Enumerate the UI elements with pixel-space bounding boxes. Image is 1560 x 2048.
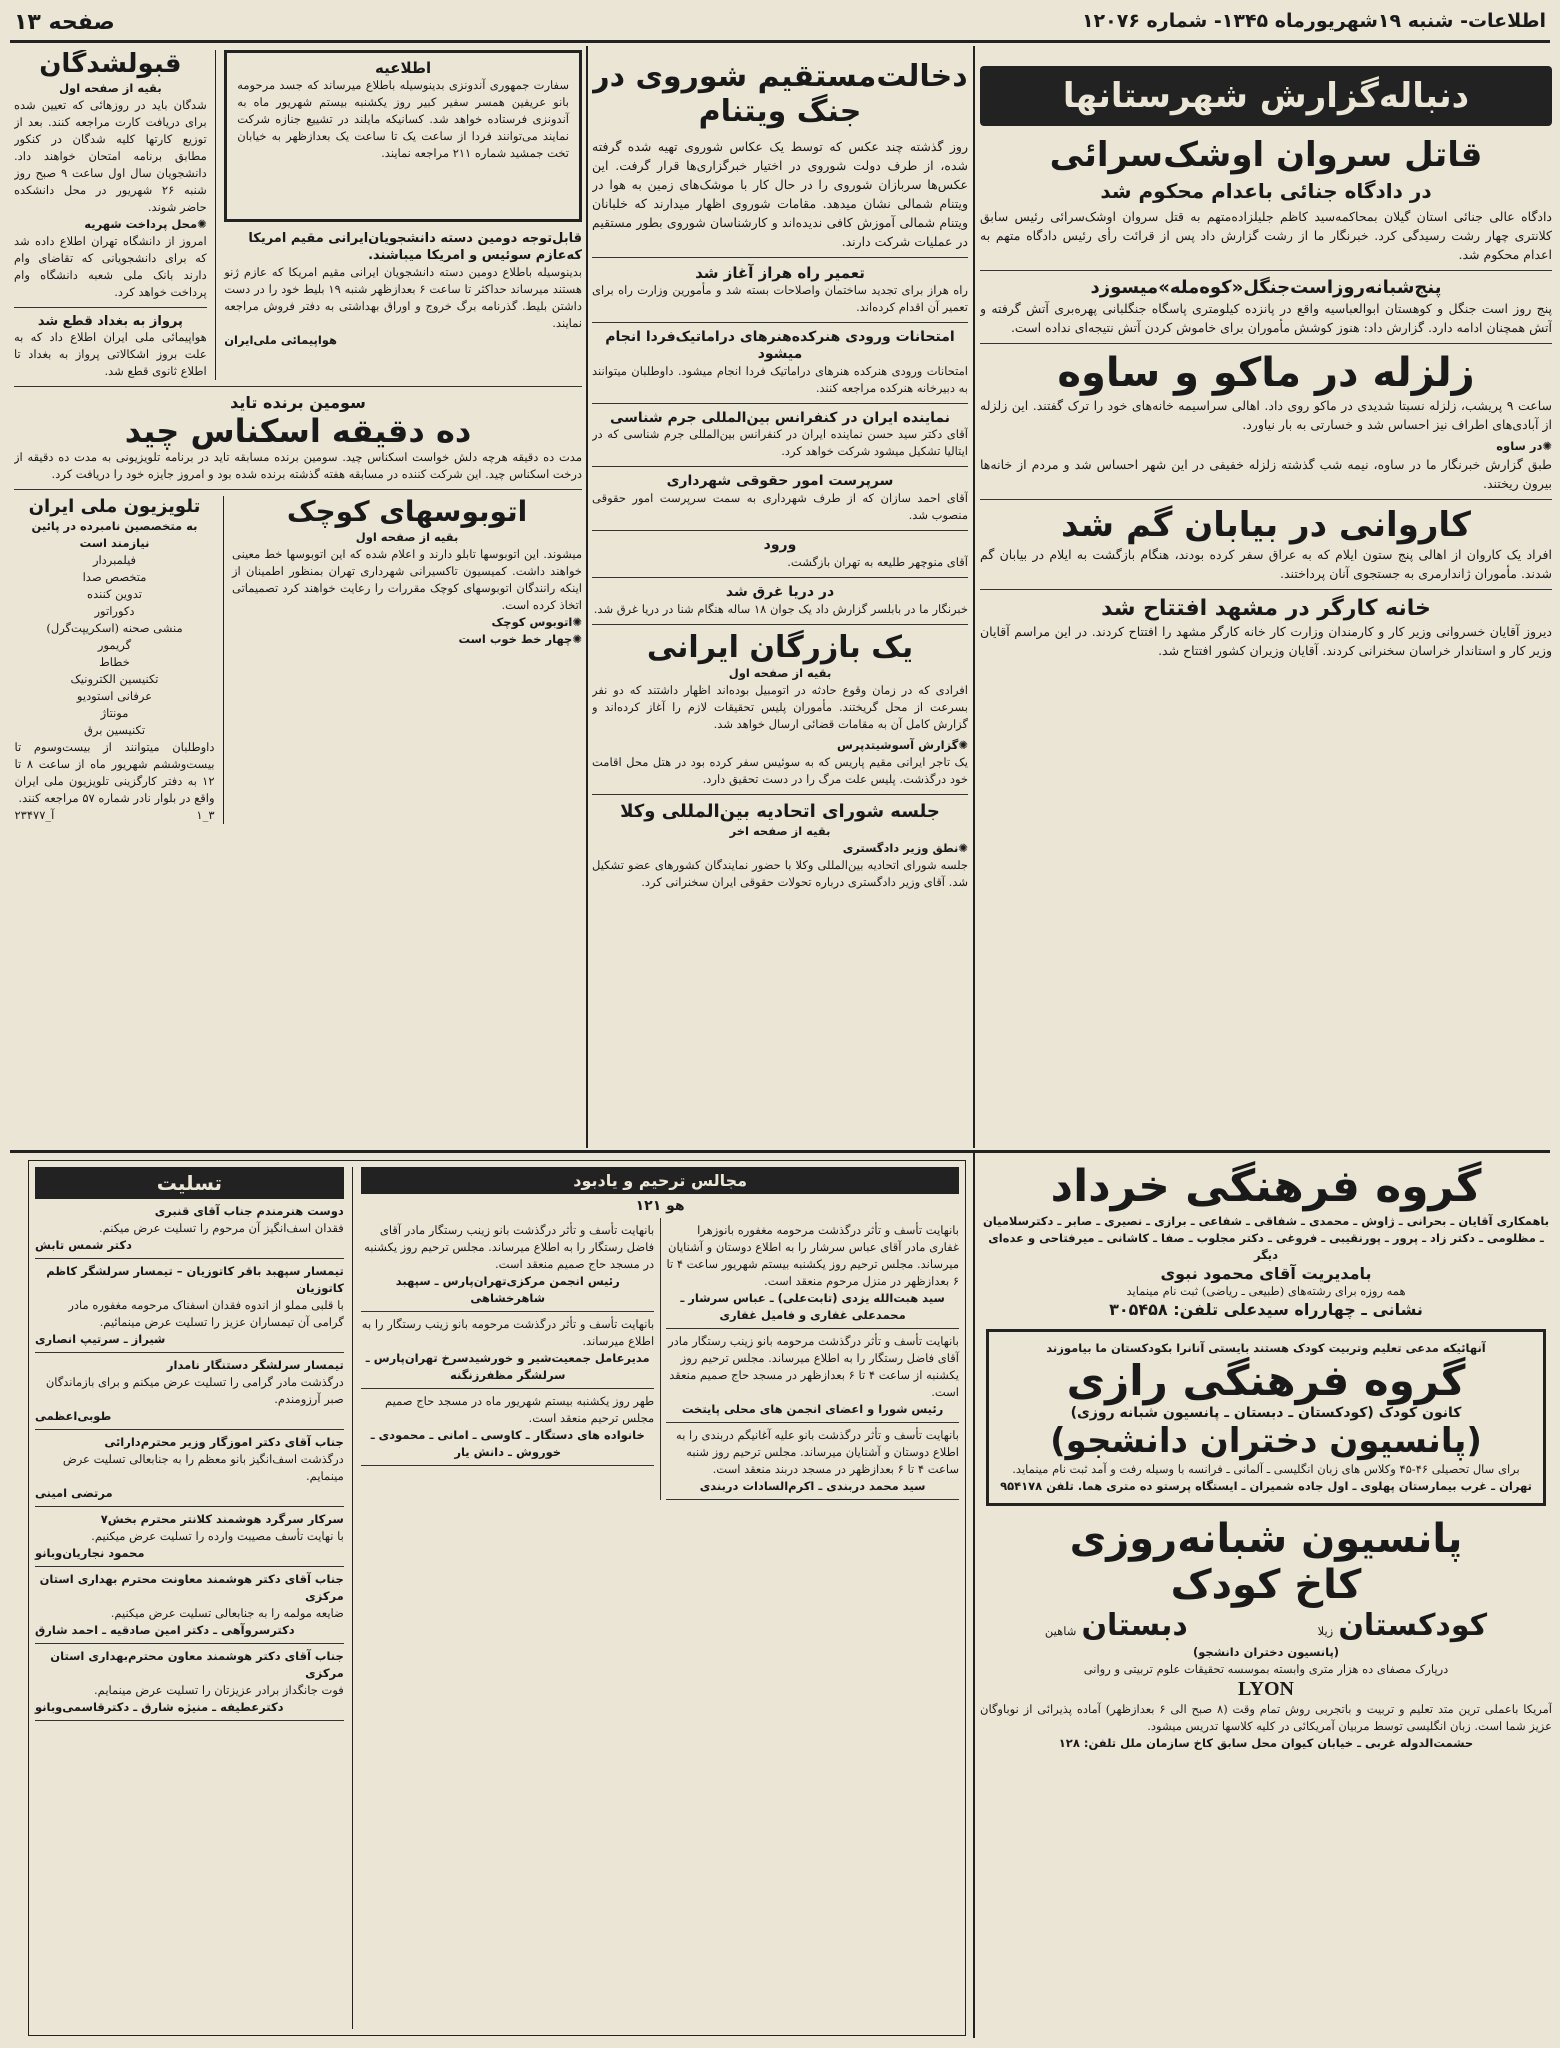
- vietnam-body: روز گذشته چند عکس که توسط یک عکاس شوروی تهیه شده گرفته شده، از طرف دولت شوروی در اختیار خبرگزاری‌ها قرار گرفت. این عکس‌ها سربازان شوروی را در حال کار با موشک‌های زمین به هوا در ویتنام شمالی نشان میدهد. مقامات شوروی اظهار میدارند که خلبانان ویتنام شمالی آموزش کافی ندیده‌اند و کارشناسان شوروی بطور مستقیم در عملیات شرکت دارند.: [592, 139, 968, 249]
- council-speech: ✺ نطق وزیر دادگستری: [592, 840, 968, 857]
- provinces-banner: دنباله‌گزارش شهرستانها: [980, 66, 1552, 126]
- tv-code2: آ_۲۳۴۷۷: [14, 808, 55, 823]
- condolence-banner: تسلیت: [35, 1167, 344, 1199]
- razi-body: برای سال تحصیلی ۴۶-۴۵ وکلاس های زبان انگلیسی ـ آلمانی ـ فرانسه با وسیله رفت و آمد ثبت نام مینماید.: [1012, 1462, 1520, 1477]
- middle-column: [592, 50, 968, 1146]
- condolence-item: [35, 1567, 344, 1644]
- condolence-sign: محمود نجاریان‌وبانو: [34, 1546, 145, 1560]
- police-body: یک تاجر ایرانی مقیم پاریس که به سوئیس سفر کرده بود در هتل محل اقامت خود درگذشت. پلیس علت مرگ را در دست تحقیق دارد.: [592, 755, 968, 787]
- pension-title2: کاخ کودک: [1170, 1562, 1362, 1609]
- condolence-item: [35, 1644, 344, 1721]
- merchant-body: افرادی که در زمان وقوع حادثه در اتومبیل بوده‌اند اظهار داشتند که دو نفر بسرعت از محل گریختند. مأموران پلیس تحقیقات لازم را آغاز کرده‌اند و گزارش کامل آن به مقامات قضائی ارسال خواهد شد.: [592, 683, 968, 732]
- condolence-body: ضایعه مولمه را به جنابعالی تسلیت عرض میکنیم.: [110, 1606, 344, 1620]
- story4-title: کاروانی در بیابان گم شد: [1061, 504, 1471, 545]
- exam-body: امتحانات ورودی هنرکده هنرهای دراماتیک فردا انجام میشود. داوطلبان میتوانند به دبیرخانه هنرکده مراجعه کنند.: [592, 363, 968, 395]
- exam-title: امتحانات ورودی هنرکده‌هنرهای دراماتیک‌فردا انجام میشود: [605, 329, 955, 362]
- razi-sub: کانون کودک (کودکستان ـ دبستان ـ پانسیون شبانه روزی): [1070, 1405, 1462, 1422]
- razi-top: آنهائیکه مدعی تعلیم وتربیت کودک هستند بایستی آنانرا بکودکستان ما بیاموزند: [1046, 1340, 1486, 1355]
- condolence-title: جناب آقای دکتر اموزگار وزیر محترم‌دارائی: [104, 1435, 344, 1449]
- memorial-body: بانهایت تأسف و تأثر درگذشت مرحومه بانو زینب رستگار را به اطلاع میرساند.: [361, 1317, 655, 1348]
- condolence-body: درگذشت اسف‌انگیز بانو معظم را به جنابعالی تسلیت عرض مینمایم.: [62, 1452, 344, 1483]
- students-title: قابل‌توجه دومین دسته دانشجویان‌ایرانی مقیم امریکا که‌عازم سوئیس و امریکا میباشند.: [248, 231, 582, 263]
- condolence-body: فقدان اسف‌انگیز آن مرحوم را تسلیت عرض میکنم.: [98, 1221, 344, 1235]
- khordad-tail: همه روزه برای رشته‌های (طبیعی ـ ریاضی) ثبت نام مینماید: [1126, 1283, 1406, 1298]
- pension-school: دبستان: [1081, 1608, 1188, 1644]
- tv-job-item: متخصص صدا: [82, 570, 147, 585]
- condolence-body: فوت جانگداز برادر عزیزتان را تسلیت عرض مینمایم.: [94, 1683, 344, 1697]
- bus-sub2: ✺ اتوبوس کوچک: [232, 614, 582, 631]
- drown-title: در دریا غرق شد: [725, 583, 835, 600]
- conference-body: آقای دکتر سید حسن نماینده ایران در کنفرانس بین‌المللی جرم شناسی که در ایتالیا تشکیل میشود شرکت خواهد کرد.: [592, 427, 968, 459]
- tv-title: تلویزیون ملی ایران: [28, 496, 201, 518]
- pension-body1: درپارک مصفای ده هزار متری وابسته بموسسه تحقیقات علوم تربیتی و روانی: [1083, 1662, 1449, 1677]
- condolence-list: [35, 1199, 344, 1721]
- memorial-body: بانهایت تأسف و تأثر درگذشت بانو علیه آغانیگم دربندی را به اطلاع دوستان و آشنایان میرساند. مجلس ترحیم روز شنبه ساعت ۴ تا ۶ بعدازظهر در مسجد دربند منعقد است.: [676, 1428, 959, 1476]
- tv-job-list: [15, 552, 215, 739]
- students-body: بدینوسیله باطلاع دومین دسته دانشجویان ایرانی مقیم امریکا که عازم ژنو هستند میرساند حداکثر تا ساعت ۶ بعدازظهر شنبه ۱۹ بلیط خود را در دست داشتن بلیط. گذرنامه برگ خروج و اوراق بهداشتی به دفتر فروش مراجعه نمایند.: [224, 265, 582, 330]
- ads-column: [980, 1158, 1552, 2038]
- notice-title: اطلاعیه: [375, 59, 432, 77]
- razi-address: تهران ـ غرب بیمارستان پهلوی ـ اول جاده شمیران ـ ایستگاه پرستو ده متری هما. تلفن ۹۵۴۱۷۸: [1000, 1479, 1532, 1494]
- memorial-item: [666, 1423, 959, 1500]
- pension-school-note: شاهین: [1044, 1624, 1077, 1639]
- story3-sub-body: طبق گزارش خبرنگار ما در ساوه، نیمه شب گذشته زلزله خفیفی در این شهر احساس شد و مردم از خانه‌ها بیرون ریختند.: [980, 456, 1552, 491]
- condolence-sign: شیراز ـ سرتیپ انصاری: [34, 1332, 166, 1346]
- memorial-list: [361, 1218, 959, 1500]
- pension-address: حشمت‌الدوله غربی ـ خیابان کیوان محل سابق کاخ سازمان ملل تلفن: ۱۲۸: [1058, 1736, 1474, 1751]
- razi-ad: [986, 1329, 1546, 1506]
- memorial-body: طهر روز یکشنبه بیستم شهریور ماه در مسجد حاج صمیم مجلس ترحیم منعقد است.: [385, 1394, 655, 1425]
- tv-job-item: تکنیسین برق: [83, 723, 146, 738]
- memorial-body: بانهایت تأسف و تأثر درگذشت مرحومه مغفوره بانوزهرا غفاری مادر آقای عباس سرشار را به اطلاع دوستان و آشنایان میرساند. مجلس ترحیم روز یکشنبه بیستم شهریور ساعت ۴ تا ۶ بعدازظهر در منزل مرحوم منعقد است.: [666, 1223, 959, 1288]
- right-column: [980, 50, 1552, 1146]
- condolence-body: با قلبی مملو از اندوه فقدان اسفناک مرحومه مغفوره مادر گرامی آن تیمساران عزیز را تسلیت عرض مینمائیم.: [68, 1298, 344, 1329]
- pension-title: پانسیون شبانه‌روزی: [1069, 1516, 1463, 1563]
- winner-title: ده دقیقه اسکناس چید: [124, 411, 472, 450]
- memorial-item: [666, 1329, 959, 1423]
- story3-title: زلزله در ماکو و ساوه: [1057, 349, 1475, 396]
- memorial-item: [361, 1389, 654, 1466]
- pension-lyon: LYON: [1238, 1678, 1294, 1701]
- repair-title: تعمیر راه هراز آغاز شد: [695, 264, 865, 282]
- condolence-sign: دکتر شمس تابش: [34, 1238, 132, 1252]
- tuition-body: امروز از دانشگاه تهران اطلاع داده شد که برای دانشجویانی که تقاضای وام دارند بانک ملی شعبه دانشگاه وام پرداخت خواهد کرد.: [14, 233, 207, 299]
- tv-job-item: فیلمبردار: [92, 553, 137, 568]
- memorial-sign: سید محمد دربندی ـ اکرم‌السادات دربندی: [699, 1479, 926, 1493]
- khordad-body: باهمکاری آقایان ـ بحرانی ـ ژاوش ـ محمدی ـ شفاقی ـ شفاعی ـ برازی ـ نصیری ـ صابر ـ دکترسلامیان ـ مظلومی ـ دکتر زاد ـ پرور ـ پورنقیبی ـ فروغی ـ دکتر مجلوب ـ صفا ـ کاشانی ـ میرفتاحی و عده‌ای دیگر: [982, 1213, 1550, 1262]
- tuition-title: ✺ محل پرداخت شهریه: [14, 216, 207, 233]
- memorial-body: بانهایت تأسف و تأثر درگذشت مرحومه بانو زینب رستگار مادر آقای فاضل رستگار را به اطلاع میرساند. مجلس ترحیم روز یکشنبه از ساعت ۴ تا ۶ بعدازظهر در مسجد حاج صمیم منعقد است.: [668, 1334, 959, 1399]
- condolence-item: [35, 1507, 344, 1567]
- condolence-sign: طوبی‌اعظمی: [34, 1409, 112, 1423]
- pension-kindergarten: کودکستان: [1338, 1608, 1488, 1644]
- tv-job-item: گریمور: [97, 638, 132, 653]
- condolence-title: سرکار سرگرد هوشمند کلانتر محترم بخش۷: [100, 1512, 344, 1526]
- arrival-body: آقای منوچهر طلیعه به تهران بازگشت.: [787, 554, 968, 569]
- condolence-title: دوست هنرمندم جناب آقای قنبری: [154, 1204, 344, 1218]
- bus-sub: بقیه از صفحه اول: [355, 529, 459, 544]
- story1-body: دادگاه عالی جنائی استان گیلان بمحاکمه‌سید کاظم جلیلزاده‌متهم به قتل سروان اوشک‌سرائی رئیس سابق کلانتری چهار رشت رسیدگی کرد. خبرنگار ما از رشت گزارش داد پس از قرائت رأی رئیس دادگاه متهم به اعدام محکوم شد.: [980, 209, 1552, 263]
- council-body: جلسه شورای اتحادیه بین‌المللی وکلا با حضور نمایندگان کشورهای عضو تشکیل شد. آقای وزیر دادگستری درباره تحولات حقوقی ایران سخنرانی کرد.: [592, 857, 968, 889]
- police-title: ✺ گزارش آسوشیتدپرس: [592, 737, 968, 754]
- memorial-item: [361, 1312, 654, 1389]
- council-title: جلسه شورای اتحادیه بین‌المللی وکلا: [620, 801, 940, 823]
- accepted-title: قبولشدگان: [39, 50, 182, 79]
- legal-body: آقای احمد سازان که از طرف شهرداری به سمت سرپرست امور حقوقی منصوب شد.: [592, 491, 968, 523]
- memorial-item: [666, 1218, 959, 1329]
- story3-subhead: ✺ در ساوه: [980, 438, 1552, 455]
- story5-body: دیروز آقایان خسروانی وزیر کار و کارمندان وزارت کار خانه کارگر مشهد را افتتاح کردند. در این مراسم آقایان وزیر کار و استاندار خراسان سخنرانی کردند. آقایان وزیران کشور افتتاح شد.: [980, 624, 1552, 659]
- tv-job-item: مونتاژ: [100, 706, 129, 721]
- pension-body2: آمریکا باعملی ترین متد تعلیم و تربیت و باتجربی روش تمام وقت (۸ صبح الی ۶ بعدازظهر) آماده پذیرائی از نوباوگان عزیز شما است. زبان انگلیسی توسط مربیان آمریکائی در کلیه کلاسها تدریس میشود.: [980, 1702, 1552, 1734]
- merchant-title: یک بازرگان ایرانی: [646, 629, 914, 665]
- council-sub: بقیه از صفحه اخر: [729, 823, 831, 838]
- left-column: [14, 50, 582, 1146]
- notice-box: [224, 50, 582, 222]
- flight-title: پرواز به بغداد قطع شد: [37, 313, 183, 329]
- bus-title: اتوبوسهای کوچک: [286, 495, 528, 529]
- vietnam-headline: دخالت‌مستقیم شوروی در جنگ ویتنام: [592, 59, 968, 129]
- memorial-sign: رئیس شورا و اعضای انجمن های محلی پایتخت: [681, 1402, 944, 1416]
- condolence-title: تیمسار سرلشگر دستنگار نامدار: [166, 1358, 344, 1372]
- memorial-sign: خانواده های دستگار ـ کاوسی ـ امانی ـ محمودی ـ خوروش ـ دانش یار: [370, 1428, 645, 1459]
- tv-sub: به متخصصین نامبرده در پائین نیازمند است: [31, 519, 198, 551]
- condolence-body: با نهایت تأسف مصیبت وارده را تسلیت عرض میکنیم.: [91, 1529, 344, 1543]
- condolence-item: [35, 1199, 344, 1259]
- tv-job-item: خطاط: [99, 655, 130, 670]
- khordad-title: گروه فرهنگی خرداد: [1050, 1161, 1482, 1212]
- winner-body: مدت ده دقیقه هرچه دلش خواست اسکناس چید. سومین برنده مسابقه تاید در برنامه تلویزیونی به مدت ده دقیقه از درخت اسکناس چید. این شرکت کننده در مسابقه هفته گذشته برنده شده بود و امروز جایزه خود را دریافت کرد.: [14, 450, 582, 482]
- story2-title: پنج‌شبانه‌روزاست‌جنگل«کوه‌مله»میسوزد: [1090, 277, 1442, 299]
- tv-job-item: تدوین کننده: [87, 587, 142, 602]
- memorial-item: [361, 1218, 654, 1312]
- memorial-hu: هو ۱۲۱: [635, 1198, 685, 1214]
- condolence-sign: مرتضی امینی: [34, 1486, 113, 1500]
- story1-subtitle: در دادگاه جنائی باعدام محکوم شد: [1100, 179, 1432, 204]
- condolence-item: [35, 1259, 344, 1353]
- drown-body: خبرنگار ما در بابلسر گزارش داد یک جوان ۱۸ ساله هنگام شنا در دریا غرق شد.: [593, 601, 968, 616]
- tv-job-item: تکنیسین الکترونیک: [70, 672, 159, 687]
- merchant-sub: بقیه از صفحه اول: [728, 666, 832, 681]
- story3-body: ساعت ۹ پریشب، زلزله نسبتا شدیدی در ماکو روی داد. اهالی سراسیمه خانه‌های خود را ترک گفتند. این زلزله از آبادی‌های اطراف نیز احساس شد و خسارتی به بار نیاورد.: [980, 397, 1552, 432]
- condolence-sign: دکترعطیفه ـ منیژه شارق ـ دکترقاسمی‌وبانو: [34, 1700, 284, 1714]
- story4-body: افراد یک کاروان از اهالی پنج ستون ایلام که به عراق سفر کرده بودند، هنگام بازگشت به ایلام در بیابان گم شدند. مأموران ژاندارمری به جستجوی آنان پرداختند.: [980, 546, 1552, 581]
- obituaries-section: [28, 1160, 966, 2036]
- memorial-sign: سید هبت‌الله یزدی (تابت‌علی) ـ عباس سرشار ـ محمدعلی غفاری و فامیل غفاری: [680, 1291, 945, 1322]
- pension-kindergarten-note: زیلا: [1317, 1624, 1334, 1639]
- condolence-sign: دکترسروآهی ـ دکتر امین صادقیه ـ احمد شارق: [34, 1623, 295, 1637]
- winner-pre: سومین برنده تاید: [230, 393, 366, 413]
- memorial-banner: مجالس ترحیم و یادبود: [361, 1167, 959, 1194]
- tv-code: ۳_۱: [196, 808, 215, 823]
- masthead-issue-info: اطلاعات- شنبه ۱۹شهریورماه ۱۳۴۵- شماره ۱۲۰۷۶: [1081, 10, 1546, 32]
- condolence-title: تیمسار سپهبد باقر کاتوزیان – تیمسار سرلشگر کاظم کاتوزیان: [46, 1264, 344, 1295]
- condolence-item: [35, 1353, 344, 1430]
- khordad-address: نشانی ـ چهارراه سیدعلی تلفن: ۳۰۵۴۵۸: [1109, 1299, 1423, 1319]
- accepted-sub: بقیه از صفحه اول: [59, 80, 162, 95]
- pension-students: (پانسیون دختران دانشجو): [1192, 1645, 1340, 1660]
- conference-title: نماینده ایران در کنفرانس بین‌المللی جرم شناسی: [609, 409, 951, 426]
- legal-title: سرپرست امور حقوقی شهرداری: [666, 473, 894, 490]
- memorial-sign: مدیرعامل جمعیت‌شیر و خورشیدسرخ تهران‌پارس ـ سرلشگر مظفرزنگنه: [365, 1351, 650, 1382]
- condolence-item: [35, 1430, 344, 1507]
- memorial-sign: رئیس انجمن مرکزی‌تهران‌پارس ـ سپهبد شاهرخشاهی: [395, 1274, 620, 1305]
- tv-job-item: منشی صحنه (اسکریپت‌گرل): [46, 621, 183, 636]
- tv-job-item: دکوراتور: [94, 604, 135, 619]
- razi-title: گروه فرهنگی رازی: [1066, 1355, 1466, 1405]
- masthead-page-number: صفحه ۱۳: [14, 10, 115, 35]
- condolence-body: درگذشت مادر گرامی را تسلیت عرض میکنم و برای بازماندگان صبر آرزومندم.: [45, 1375, 344, 1406]
- students-sign: هواپیمائی ملی‌ایران: [224, 333, 337, 347]
- bus-sub3: ✺ چهار خط خوب است: [232, 631, 582, 648]
- condolence-title: جناب آقای دکتر هوشمند معاونت محترم بهداری استان مرکزی: [39, 1572, 344, 1603]
- story1-title: قاتل سروان اوشک‌سرائی: [1049, 135, 1483, 175]
- notice-body: سفارت جمهوری آندونزی بدینوسیله باطلاع میرساند که جسد مرحومه بانو عریفین همسر سفیر کبیر روز یکشنبه بیستم شهریور ماه به آندونزی فرستاده خواهد شد. کسانیکه مایلند در تشییع جنازه شرکت نمایند می‌توانند فردا از ساعت یک تا ساعت یک بعدازظهر به خیابان تخت جمشید شماره ۲۱۱ مراجعه نمایند.: [237, 78, 569, 160]
- condolence-title: جناب آقای دکتر هوشمند معاون محترم‌بهداری استان مرکزی: [50, 1649, 344, 1680]
- memorial-body: بانهایت تأسف و تأثر درگذشت بانو زینب رستگار مادر آقای فاضل رستگار را به اطلاع میرساند. مجلس ترحیم روز یکشنبه در مسجد حاج صمیم منعقد است.: [364, 1223, 655, 1271]
- tv-body: داوطلبان میتوانند از بیست‌و‌سوم تا بیست‌و‌ششم شهریور ماه از ساعت ۸ تا ۱۲ به دفتر کارگزینی تلویزیون ملی ایران واقع در بلوار نادر شماره ۵۷ مراجعه کنند.: [14, 740, 215, 806]
- arrival-title: ورود: [763, 537, 797, 554]
- razi-title2: (پانسیون دختران دانشجو): [1050, 1421, 1482, 1462]
- khordad-manager: بامدیریت آقای محمود نبوی: [1160, 1263, 1372, 1283]
- tv-job-item: عرفانی استودیو: [76, 689, 153, 704]
- repair-body: راه هراز برای تجدید ساختمان واصلاحات بسته شد و مأمورین وزارت راه برای تعمیر آن اقدام کرده‌اند.: [592, 283, 968, 314]
- bus-body: میشوند. این اتوبوسها تابلو دارند و اعلام شده که این اتوبوسها خط معینی خواهند داشت. کمیسیون تاکسیرانی شهرداری تهران بمنظور اطمینان از اینکه رانندگان اتوبوسهای کوچک مقررات را رعایت خواهند کرد تصمیماتی اتخاذ کرده است.: [232, 546, 582, 612]
- flight-body: هواپیمائی ملی ایران اطلاع داد که به علت بروز اشکالاتی پرواز به بغداد تا اطلاع ثانوی قطع شد.: [14, 330, 207, 379]
- story5-title: خانه کارگر در مشهد افتتاح شد: [1101, 595, 1431, 621]
- accepted-body: شدگان باید در روزهائی که تعیین شده برای دریافت کارت مراجعه کنند. بعد از توزیع کارتها کلیه شدگان در کنکور مطابق برنامه امتحان خواهند داد. دانشجویان سال اول ساعت ۹ صبح روز شنبه ۲۶ شهریور در محل دانشکده حاضر شوند.: [14, 97, 207, 214]
- story2-body: پنج روز است جنگل و کوهستان ابوالعباسیه واقع در پانزده کیلومتری پاسگاه جنگلبانی پهره‌بری آتش گرفته و آتش همچنان ادامه دارد. گزارش داد: هنوز کوشش مأموران برای خاموش کردن آتش نتیجه‌ای نداده است.: [980, 300, 1552, 335]
